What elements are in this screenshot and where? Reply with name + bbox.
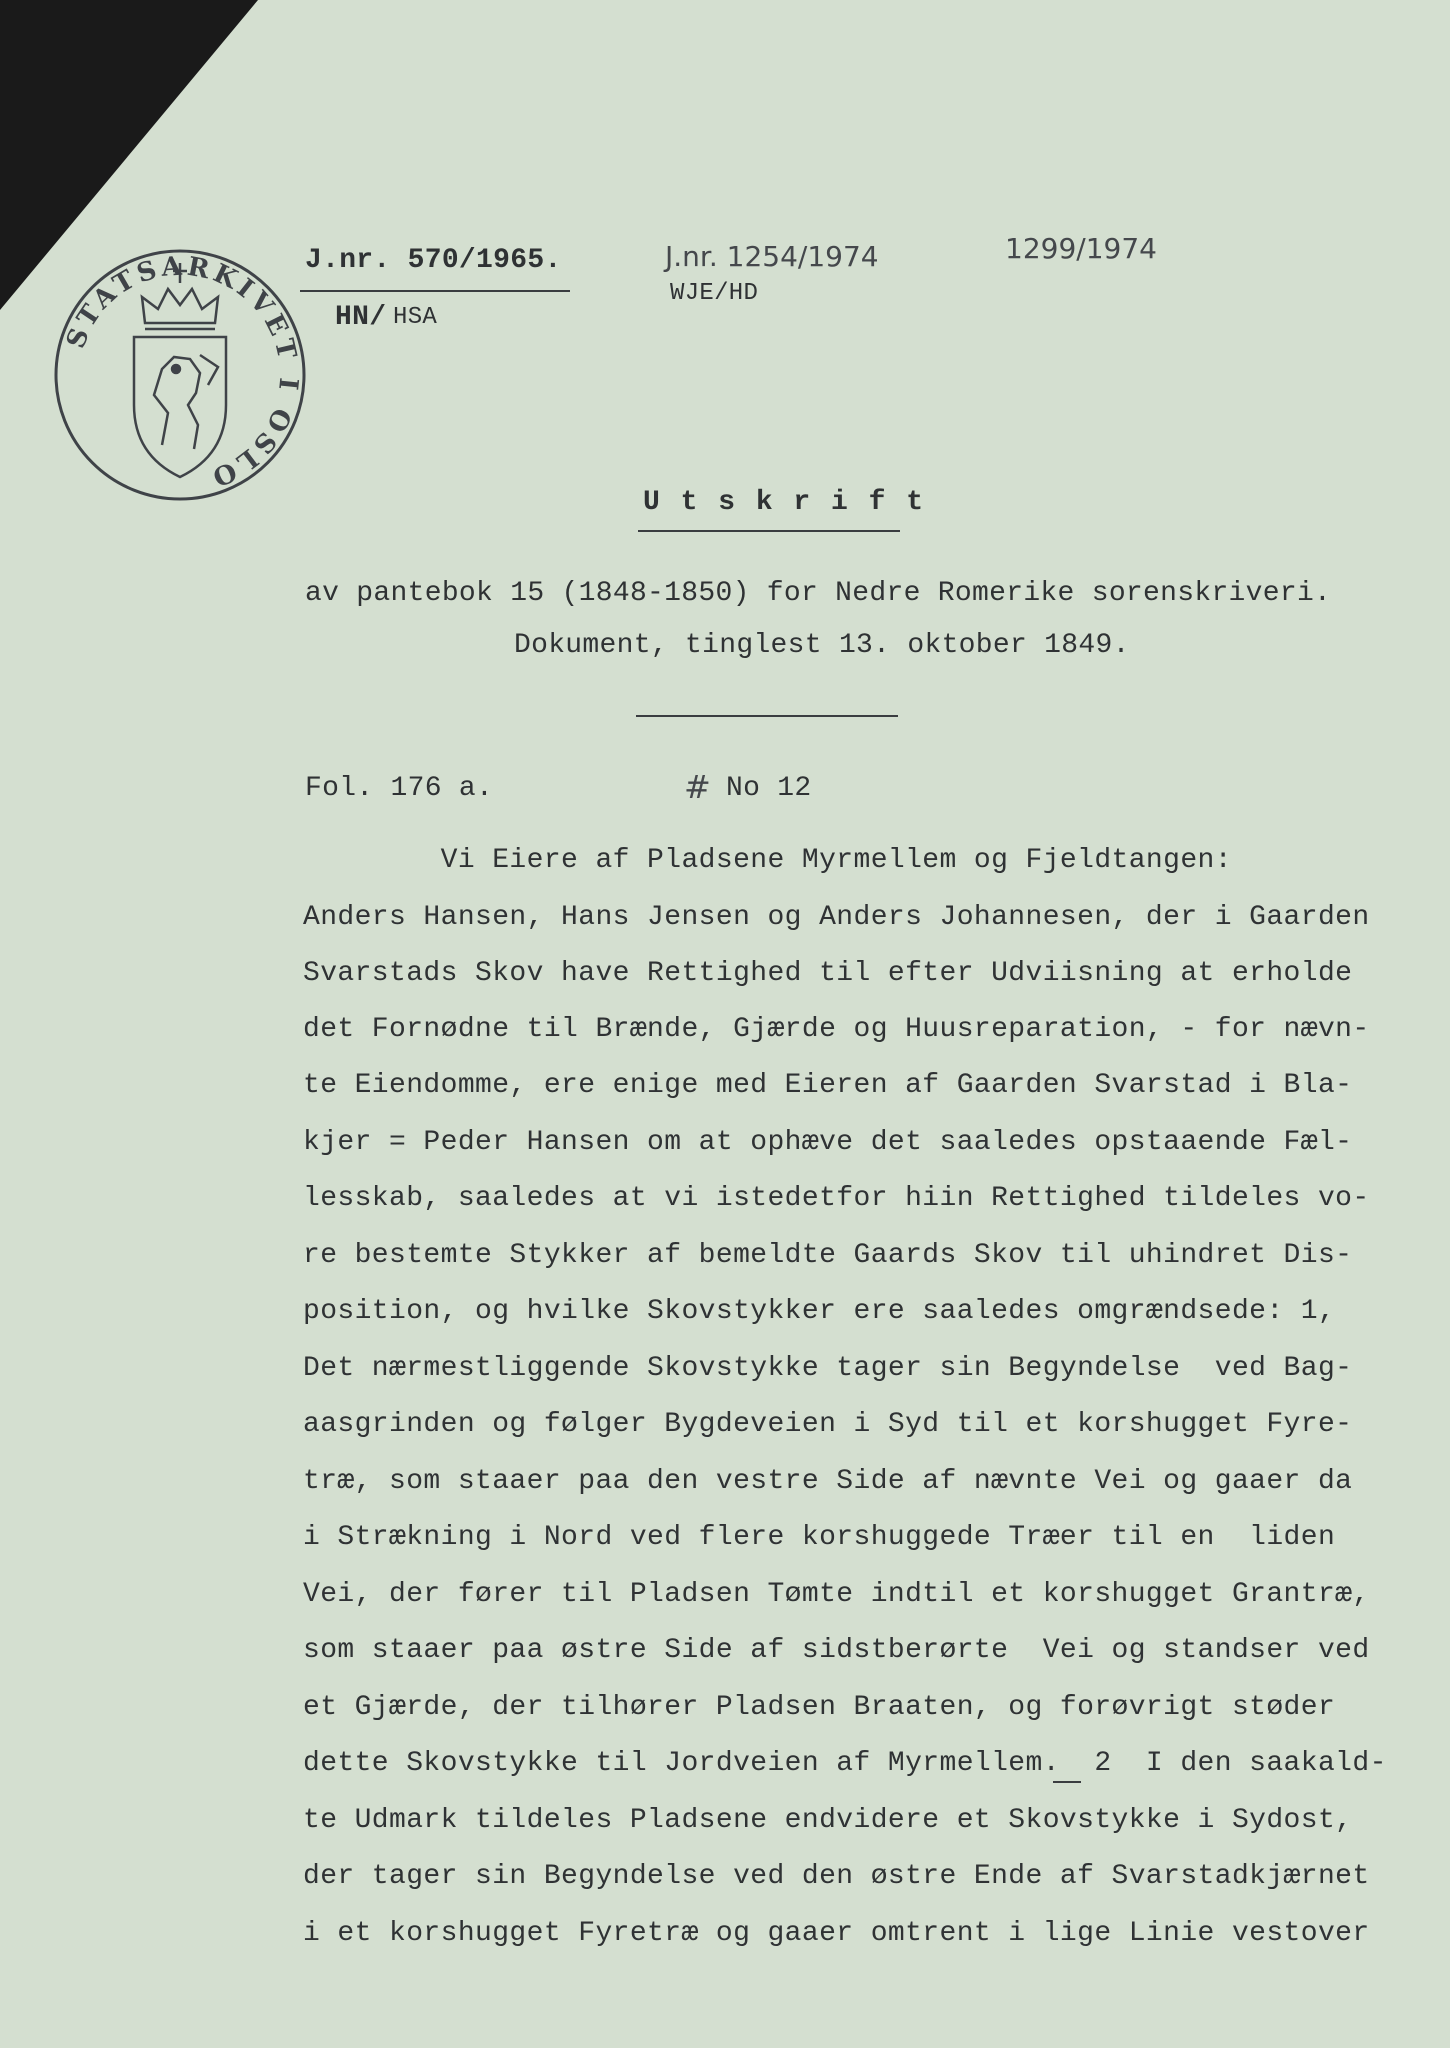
body-line: Vi Eiere af Pladsene Myrmellem og Fjeldtangen: [303,845,1232,876]
coat-of-arms-icon [134,337,226,477]
body-line: træ, som staaer paa den vestre Side af nævnte Vei og gaaer da [303,1466,1353,1497]
section-divider [636,715,898,717]
initials-hn: HN/ [335,302,387,333]
body-line: position, og hvilke Skovstykker ere saaledes omgrændsede: 1, [303,1296,1336,1327]
body-line: der tager sin Begyndelse ved den østre Ende af Svarstadkjærnet [303,1861,1370,1892]
journal-number-1965: J.nr. 570/1965. [305,245,562,276]
document-title: U t s k r i f t [643,487,926,518]
journal-number-1299-1974: 1299/1974 [1005,232,1157,265]
body-line: i Strækning i Nord ved flere korshuggede Træer til en liden [303,1522,1336,1553]
body-line: et Gjærde, der tilhører Pladsen Braaten, og forøvrigt støder [303,1692,1336,1723]
body-line: Svarstads Skov have Rettighed til efter Udviisning at erholde [303,958,1353,989]
underline-mark [1053,1781,1081,1783]
body-line: Anders Hansen, Hans Jensen og Anders Johannesen, der i Gaarden [303,902,1370,933]
body-line: Vei, der fører til Pladsen Tømte indtil et korshugget Grantræ, [303,1579,1370,1610]
header-underline [300,290,570,292]
body-line: kjer = Peder Hansen om at ophæve det saaledes opstaaende Fæl- [303,1127,1353,1158]
body-line: det Fornødne til Brænde, Gjærde og Huusreparation, - for nævn- [303,1014,1370,1045]
folio-reference: Fol. 176 a. [305,773,494,804]
journal-number-1254-1974: J.nr. 1254/1974 [665,240,879,273]
body-line: re bestemte Stykker af bemeldte Gaards Skov til uhindret Dis- [303,1240,1353,1271]
source-line: av pantebok 15 (1848-1850) for Nedre Romerike sorenskriveri. [305,578,1332,609]
body-line: som staaer paa østre Side af sidstberørte Vei og standser ved [303,1635,1370,1666]
document-number: No 12 [726,773,812,804]
body-line: i et korshugget Fyretræ og gaaer omtrent i lige Linie vestover [303,1918,1370,1949]
body-line: dette Skovstykke til Jordveien af Myrmellem. 2 I den saakald- [303,1748,1387,1779]
stamp-text: STATSARKIVET I OSLO [61,251,304,494]
initials-wje-hd: WJE/HD [670,280,759,307]
body-line: te Eiendomme, ere enige med Eieren af Gaarden Svarstad i Bla- [303,1070,1353,1101]
number-mark: # [684,768,711,806]
initials-hsa: HSA [393,304,438,331]
archive-stamp [50,245,310,505]
registration-line: Dokument, tinglest 13. oktober 1849. [514,630,1130,661]
body-line: lesskab, saaledes at vi istedetfor hiin Rettighed tildeles vo- [303,1183,1370,1214]
body-line: te Udmark tildeles Pladsene endvidere et Skovstykke i Sydost, [303,1805,1353,1836]
body-line: Det nærmestliggende Skovstykke tager sin Begyndelse ved Bag- [303,1353,1353,1384]
title-underline [638,530,900,532]
body-line: aasgrinden og følger Bygdeveien i Syd til et korshugget Fyre- [303,1409,1353,1440]
